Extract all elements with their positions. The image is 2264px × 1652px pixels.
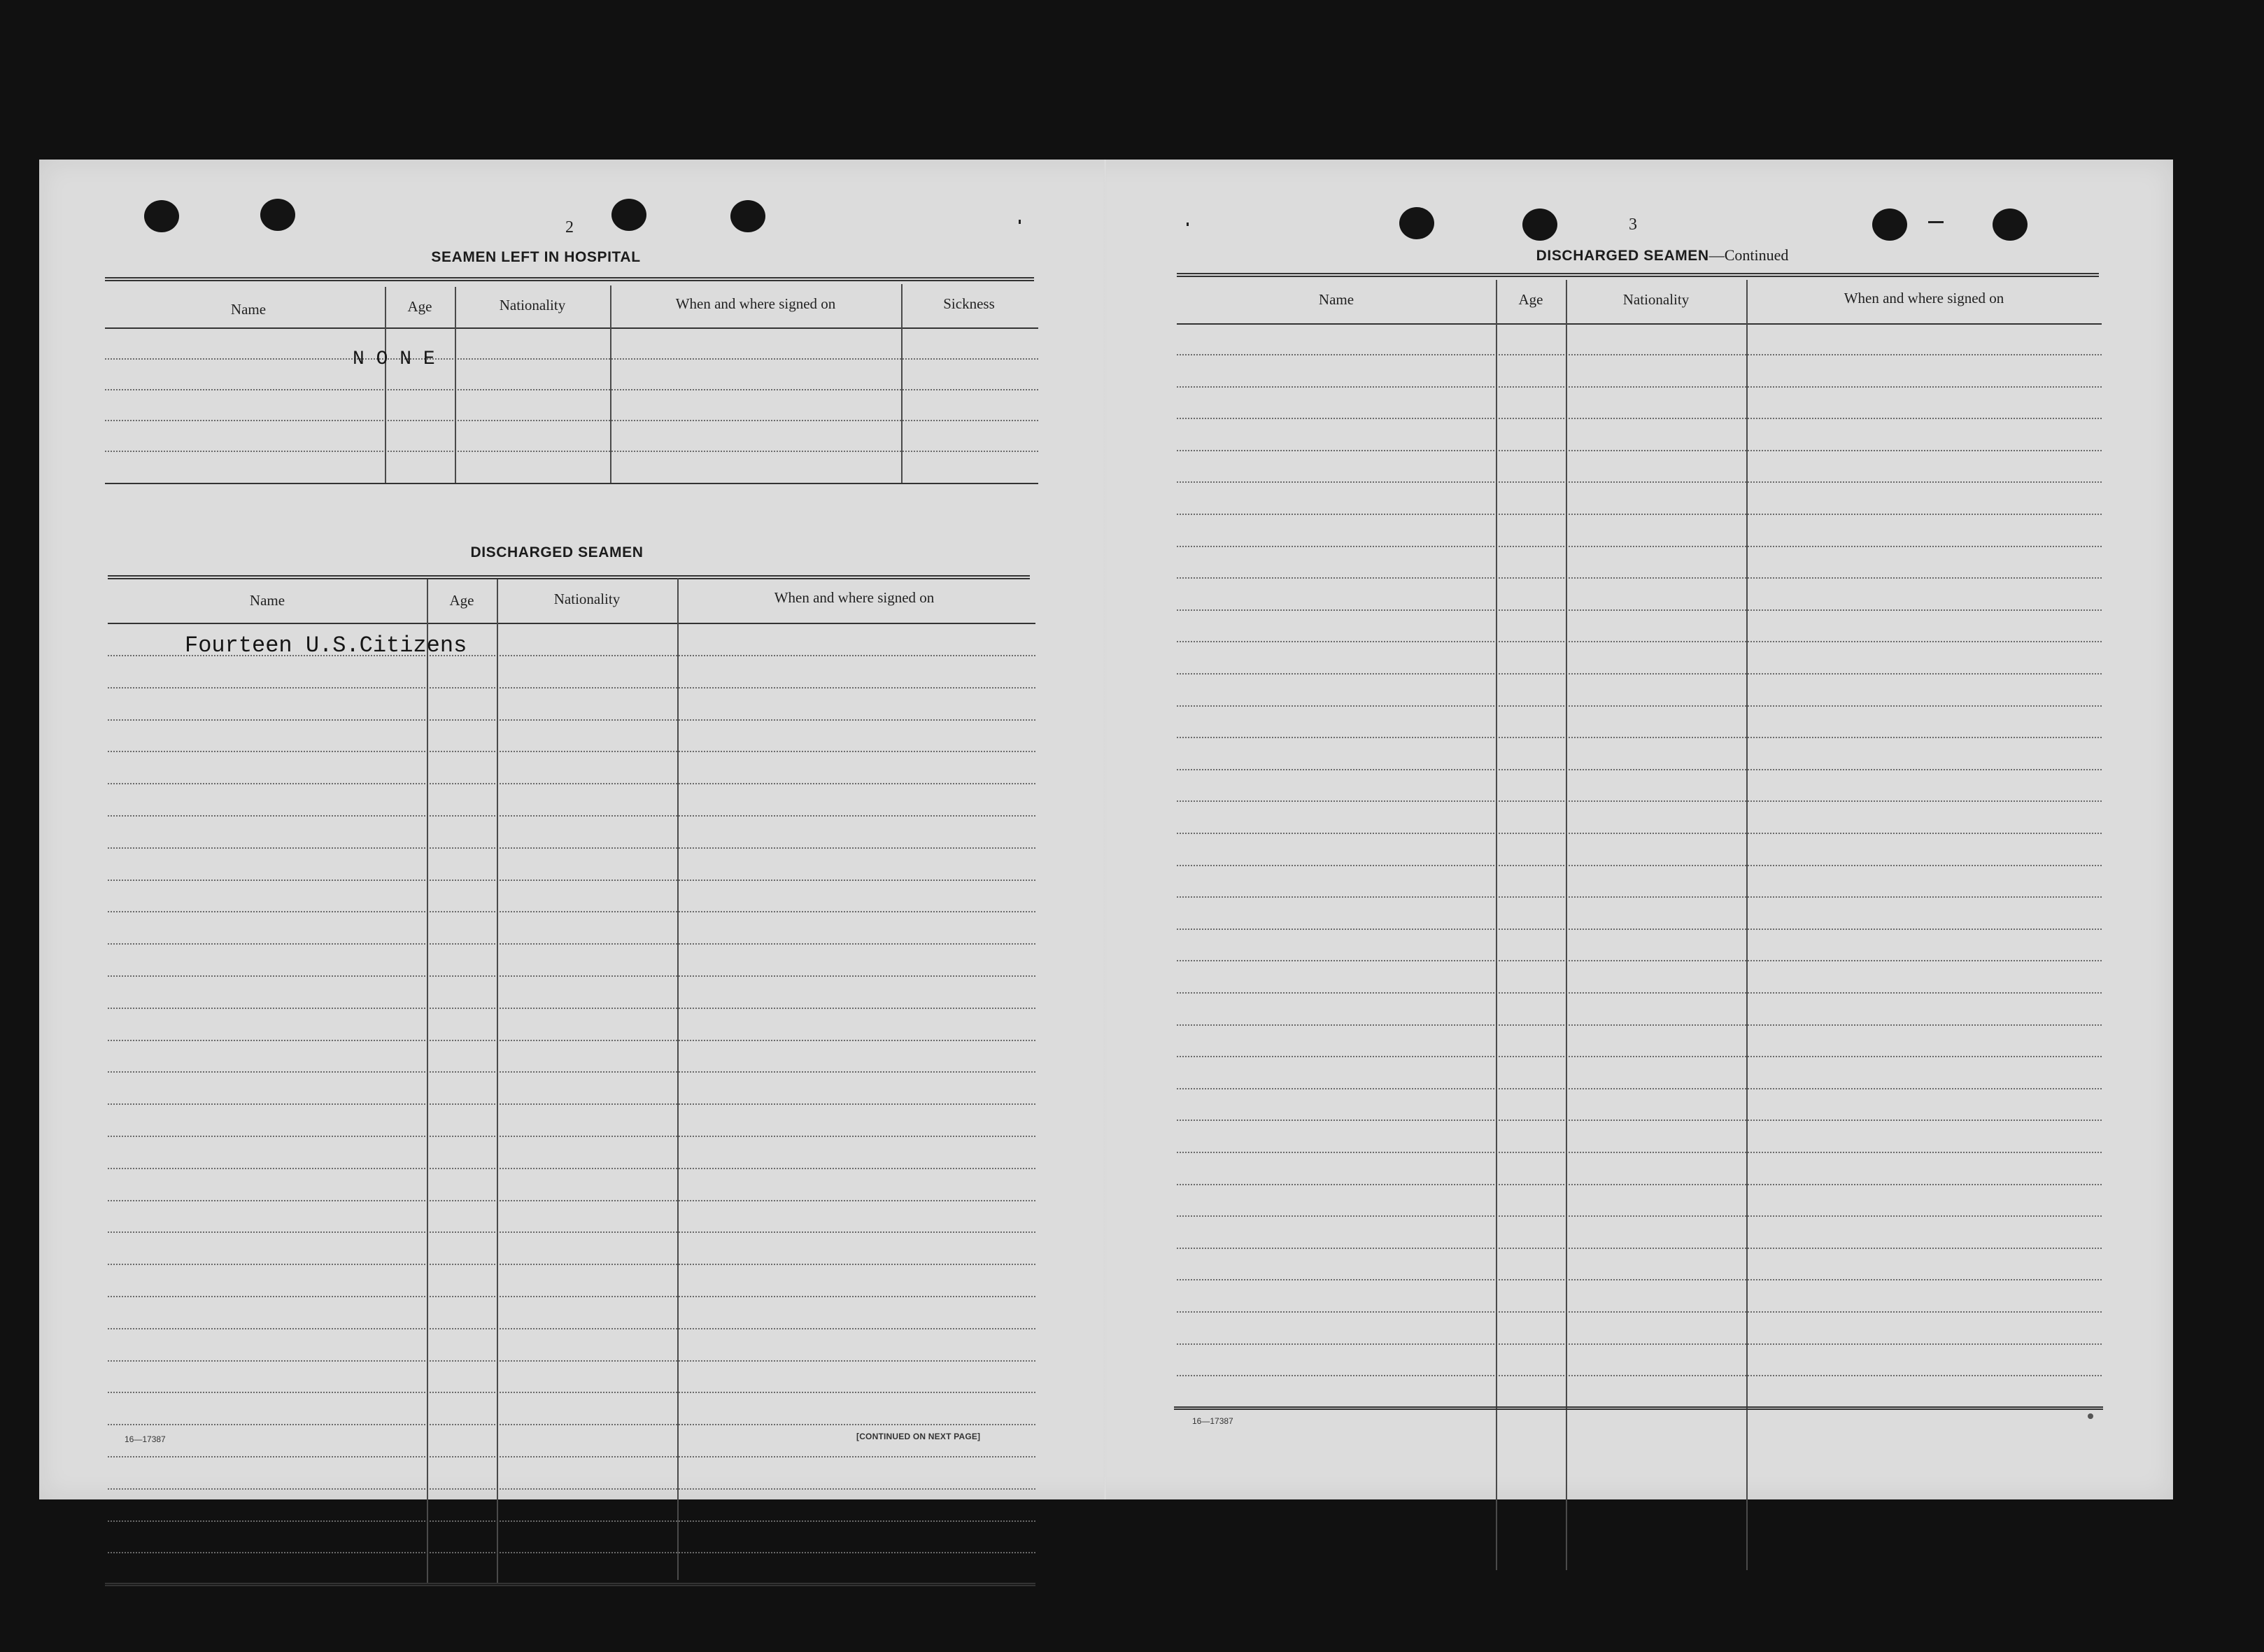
column-divider <box>1746 280 1748 1570</box>
row-line <box>1177 1056 2102 1057</box>
title-main: DISCHARGED SEAMEN <box>1536 248 1709 264</box>
row-line <box>1177 418 2102 419</box>
row-line <box>1177 577 2102 579</box>
right-col-age: Age <box>1518 291 1543 308</box>
row-line <box>105 451 1038 452</box>
row-line <box>108 880 1035 881</box>
row-line <box>108 847 1035 849</box>
row-line <box>108 1136 1035 1137</box>
row-line <box>1177 769 2102 770</box>
discharged-section-title: DISCHARGED SEAMEN <box>470 544 644 560</box>
row-line <box>1177 1215 2102 1217</box>
row-line <box>108 1200 1035 1201</box>
row-line <box>108 1168 1035 1169</box>
paper-fleck <box>2088 1413 2093 1419</box>
row-line <box>1177 386 2102 388</box>
paper-fleck <box>1019 220 1021 224</box>
row-line <box>1177 865 2102 866</box>
row-line <box>108 815 1035 817</box>
hospital-bottom-rule <box>105 483 1038 484</box>
row-line <box>1177 833 2102 834</box>
row-line <box>108 687 1035 689</box>
row-line <box>1177 737 2102 738</box>
row-line <box>1177 641 2102 642</box>
row-line <box>1177 1184 2102 1185</box>
row-line <box>1177 1343 2102 1345</box>
form-number: 16—17387 <box>1192 1416 1233 1426</box>
right-col-name: Name <box>1318 291 1354 308</box>
column-divider <box>1496 280 1497 1570</box>
row-line <box>1177 1152 2102 1153</box>
row-line <box>1177 800 2102 802</box>
row-line <box>1177 705 2102 707</box>
right-header-rule <box>1177 323 2102 325</box>
row-line <box>108 1071 1035 1073</box>
continued-note: [CONTINUED ON NEXT PAGE] <box>856 1432 981 1441</box>
row-line <box>1177 1248 2102 1249</box>
row-line <box>108 719 1035 721</box>
hospital-section-title: SEAMEN LEFT IN HOSPITAL <box>431 249 641 265</box>
discharged-header-rule <box>108 623 1035 624</box>
column-divider <box>455 287 456 483</box>
row-line <box>108 1360 1035 1362</box>
row-line <box>105 389 1038 390</box>
discharged-bottom-rule <box>105 1583 1035 1586</box>
row-line <box>1177 354 2102 355</box>
hospital-col-age: Age <box>407 298 432 315</box>
paper-fleck <box>1187 223 1189 226</box>
column-divider <box>901 284 903 483</box>
row-line <box>108 911 1035 912</box>
row-line <box>1177 1311 2102 1313</box>
row-line <box>108 1103 1035 1105</box>
row-line <box>1177 960 2102 961</box>
row-line <box>1177 992 2102 994</box>
title-continued: —Continued <box>1708 246 1789 264</box>
column-divider <box>497 579 498 1583</box>
hospital-col-signed-on: When and where signed on <box>675 295 836 312</box>
hospital-header-rule <box>105 327 1038 329</box>
discharged-col-age: Age <box>449 592 474 609</box>
discharged-col-nationality: Nationality <box>553 591 621 607</box>
row-line <box>108 943 1035 945</box>
punch-hole <box>1993 209 2028 241</box>
row-line <box>108 1264 1035 1265</box>
discharged-entry: Fourteen U.S.Citizens <box>185 633 467 658</box>
punch-hole <box>260 199 295 231</box>
column-divider <box>677 578 679 1580</box>
row-line <box>1177 1088 2102 1089</box>
form-number: 16—17387 <box>125 1434 166 1444</box>
row-line <box>108 1231 1035 1233</box>
right-top-rule <box>1177 273 2099 277</box>
hospital-top-rule <box>105 277 1034 281</box>
ledger-sheet <box>39 160 2173 1499</box>
row-line <box>1177 514 2102 515</box>
punch-hole <box>1522 209 1557 241</box>
row-line <box>108 751 1035 752</box>
row-line <box>1177 481 2102 483</box>
row-line <box>108 1328 1035 1329</box>
row-line <box>1177 609 2102 611</box>
punch-hole <box>1399 207 1434 239</box>
row-line <box>105 420 1038 421</box>
row-line <box>108 1488 1035 1490</box>
column-divider <box>610 285 611 483</box>
row-line <box>105 358 1038 360</box>
row-line <box>108 1424 1035 1425</box>
hospital-col-sickness: Sickness <box>943 295 995 312</box>
right-col-signed-on: When and where signed on <box>1844 290 2004 306</box>
row-line <box>108 1040 1035 1041</box>
punch-hole <box>1872 209 1907 241</box>
right-col-nationality: Nationality <box>1622 291 1690 308</box>
row-line <box>108 1520 1035 1522</box>
discharged-col-signed-on: When and where signed on <box>774 589 935 606</box>
discharged-top-rule <box>108 575 1030 579</box>
hospital-col-nationality: Nationality <box>499 297 566 313</box>
row-line <box>108 1392 1035 1393</box>
paper-fleck <box>1928 221 1944 223</box>
column-divider <box>1566 280 1567 1570</box>
row-line <box>1177 1279 2102 1280</box>
punch-hole <box>730 200 765 232</box>
row-line <box>108 783 1035 784</box>
discharged-col-name: Name <box>249 592 285 609</box>
row-line <box>1177 1024 2102 1026</box>
punch-hole <box>144 200 179 232</box>
column-divider <box>427 579 428 1584</box>
row-line <box>108 1456 1035 1457</box>
punch-hole <box>611 199 646 231</box>
row-line <box>108 1008 1035 1009</box>
row-line <box>108 975 1035 977</box>
row-line <box>1177 546 2102 547</box>
row-line <box>1177 1120 2102 1121</box>
row-line <box>108 1296 1035 1297</box>
row-line <box>1177 896 2102 898</box>
row-line <box>1177 450 2102 451</box>
discharged-continued-title <box>1438 246 1886 264</box>
page-number: 3 <box>1629 216 1637 234</box>
row-line <box>1177 673 2102 675</box>
page-number: 2 <box>565 218 574 236</box>
row-line <box>108 1552 1035 1553</box>
row-line <box>1177 1375 2102 1376</box>
hospital-col-name: Name <box>230 301 267 318</box>
column-divider <box>385 287 386 483</box>
right-bottom-rule <box>1174 1406 2103 1410</box>
row-line <box>1177 929 2102 930</box>
hospital-entry-none: N O N E <box>353 348 435 370</box>
page-fold <box>1104 160 1106 1499</box>
